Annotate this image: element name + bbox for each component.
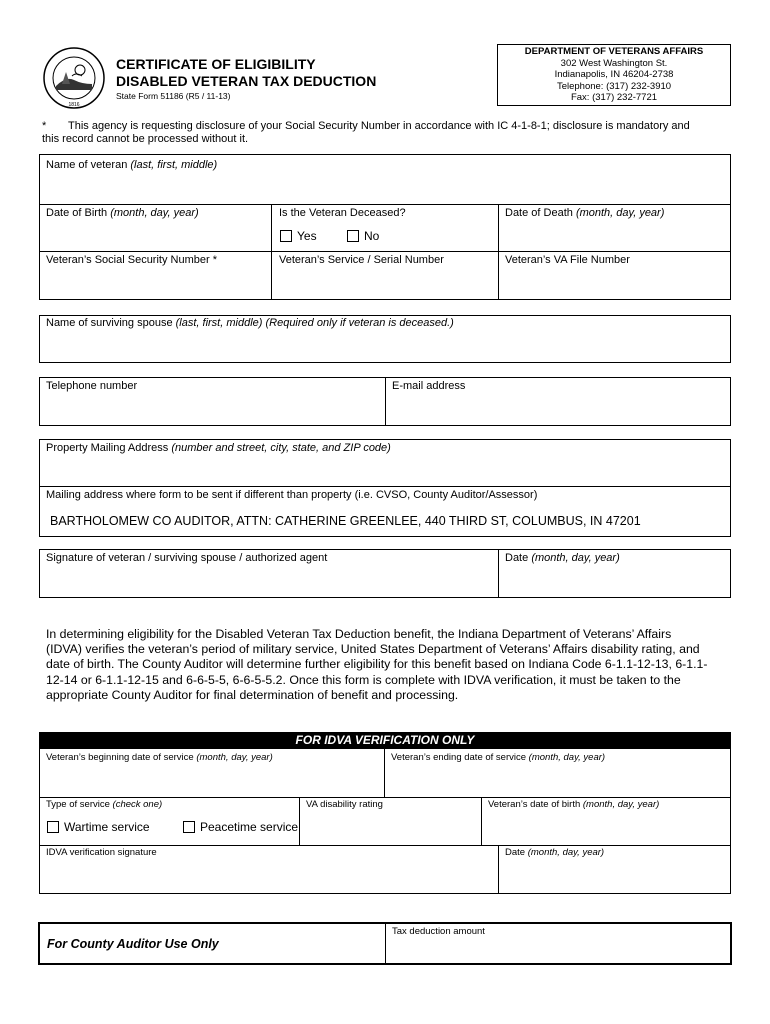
deceased-no-checkbox[interactable] <box>347 230 359 242</box>
dob-field[interactable] <box>46 207 199 220</box>
disability-rating-field[interactable]: VA disability rating <box>306 799 383 810</box>
agency-name: DEPARTMENT OF VETERANS AFFAIRS <box>524 46 704 57</box>
end-service-label: Veteran’s ending date of service <box>391 752 527 763</box>
state-seal <box>42 46 106 110</box>
peacetime-checkbox[interactable] <box>183 821 195 833</box>
deceased-label: Is the Veteran Deceased? <box>279 207 406 219</box>
veteran-dob-label: Veteran’s date of birth <box>488 799 581 810</box>
agency-fax: Fax: (317) 232-7721 <box>570 92 658 104</box>
paragraph-line-3: date of birth. The County Auditor will determine further eligibility for this benefit based on Indiana Code 6-1.1-12-13, 6-1.1- <box>46 657 708 672</box>
end-service-field[interactable] <box>391 752 605 764</box>
signature-date-hint: (month, day, year) <box>531 552 620 564</box>
dob-hint: (month, day, year) <box>110 207 199 219</box>
paragraph-line-2: (IDVA) verifies the veteran’s period of military service, United States Department of Veterans’ Affairs disability rating, and <box>46 642 700 657</box>
eligibility-paragraph <box>46 627 707 703</box>
disclosure-line2: this record cannot be processed without it. <box>42 133 249 145</box>
county-auditor-label: For County Auditor Use Only <box>47 937 219 951</box>
begin-service-field[interactable] <box>46 752 273 764</box>
wartime-option[interactable] <box>47 820 150 834</box>
deceased-no-label: No <box>364 229 380 243</box>
dod-label: Date of Death <box>505 207 573 219</box>
idva-header <box>39 732 731 749</box>
spouse-name-label: Name of surviving spouse <box>46 317 173 329</box>
peacetime-option[interactable] <box>183 820 298 834</box>
idva-signature-field[interactable]: IDVA verification signature <box>46 847 157 858</box>
signature-date-label: Date <box>505 552 529 564</box>
deceased-yes-label: Yes <box>297 229 317 243</box>
service-type-label: Type of service <box>46 799 110 810</box>
veteran-dob-hint: (month, day, year) <box>582 799 660 810</box>
agency-phone: Telephone: (317) 232-3910 <box>556 80 672 92</box>
serial-number-field[interactable]: Veteran’s Service / Serial Number <box>279 254 444 266</box>
deceased-no-option[interactable] <box>347 229 379 243</box>
service-type-label-group <box>46 799 162 811</box>
idva-date-field[interactable] <box>505 847 604 859</box>
email-field[interactable]: E-mail address <box>392 380 466 392</box>
seal-year: 1816 <box>68 102 80 108</box>
telephone-field[interactable]: Telephone number <box>46 380 138 392</box>
service-type-hint: (check one) <box>112 799 163 810</box>
veteran-dob-field[interactable] <box>488 799 659 811</box>
wartime-label: Wartime service <box>64 820 150 834</box>
dob-label: Date of Birth <box>46 207 108 219</box>
paragraph-line-4: 12-14 or 6-1.1-12-15 and 6-6-5-5, 6-6-5-5.2. Once this form is complete with IDVA verification, it must be taken to the <box>46 672 681 687</box>
deceased-yes-checkbox[interactable] <box>280 230 292 242</box>
peacetime-label: Peacetime service <box>200 820 299 834</box>
paragraph-line-5: appropriate County Auditor for final determination of benefit and processing. <box>46 687 459 702</box>
applicant-signature-field[interactable]: Signature of veteran / surviving spouse / authorized agent <box>46 552 328 564</box>
spouse-name-hint: (last, first, middle) (Required only if veteran is deceased.) <box>175 317 454 329</box>
agency-city: Indianapolis, IN 46204-2738 <box>554 69 674 81</box>
idva-date-label: Date <box>505 847 526 858</box>
end-service-hint: (month, day, year) <box>528 752 606 763</box>
agency-address-box <box>497 44 731 106</box>
signature-date-field[interactable] <box>505 552 620 565</box>
disclosure-line1: This agency is requesting disclosure of your Social Security Number in accordance with IC 4-1-8-1; disclosure is mandatory and <box>68 120 690 132</box>
begin-service-hint: (month, day, year) <box>196 752 273 763</box>
form-title-line1: CERTIFICATE OF ELIGIBILITY <box>116 56 316 72</box>
form-title-line2: DISABLED VETERAN TAX DEDUCTION <box>116 73 377 89</box>
seal-icon <box>42 46 106 110</box>
idva-header-text: FOR IDVA VERIFICATION ONLY <box>295 733 475 747</box>
dod-hint: (month, day, year) <box>575 207 665 219</box>
veteran-name-hint: (last, first, middle) <box>130 159 218 171</box>
paragraph-line-1: In determining eligibility for the Disabled Veteran Tax Deduction benefit, the Indiana Department of Veterans’ Affairs <box>46 627 672 641</box>
veteran-section <box>39 154 731 300</box>
idva-date-hint: (month, day, year) <box>527 847 605 858</box>
disclosure-star: * <box>42 120 47 132</box>
property-address-hint: (number and street, city, state, and ZIP code) <box>171 442 391 454</box>
wartime-checkbox[interactable] <box>47 821 59 833</box>
mailing-address-label: Mailing address where form to be sent if different than property (i.e. CVSO, County Auditor/Assessor) <box>46 489 538 501</box>
spouse-name-caption <box>46 317 454 330</box>
agency-street: 302 West Washington St. <box>560 57 668 69</box>
veteran-name-label: Name of veteran <box>46 159 128 171</box>
ssn-field[interactable]: Veteran’s Social Security Number * <box>46 254 217 266</box>
tax-deduction-amount-field[interactable]: Tax deduction amount <box>392 926 485 937</box>
deceased-yes-option[interactable] <box>280 229 317 243</box>
veteran-name-field[interactable] <box>46 159 217 172</box>
dod-field[interactable] <box>505 207 664 220</box>
mailing-address-value[interactable]: BARTHOLOMEW CO AUDITOR, ATTN: CATHERINE GREENLEE, 440 THIRD ST, COLUMBUS, IN 47201 <box>50 514 641 528</box>
begin-service-label: Veteran’s beginning date of service <box>46 752 194 763</box>
property-address-field[interactable] <box>46 442 391 455</box>
form-number: State Form 51186 (R5 / 11-13) <box>116 91 231 101</box>
property-address-label: Property Mailing Address <box>46 442 169 454</box>
va-file-field[interactable]: Veteran’s VA File Number <box>505 254 630 266</box>
